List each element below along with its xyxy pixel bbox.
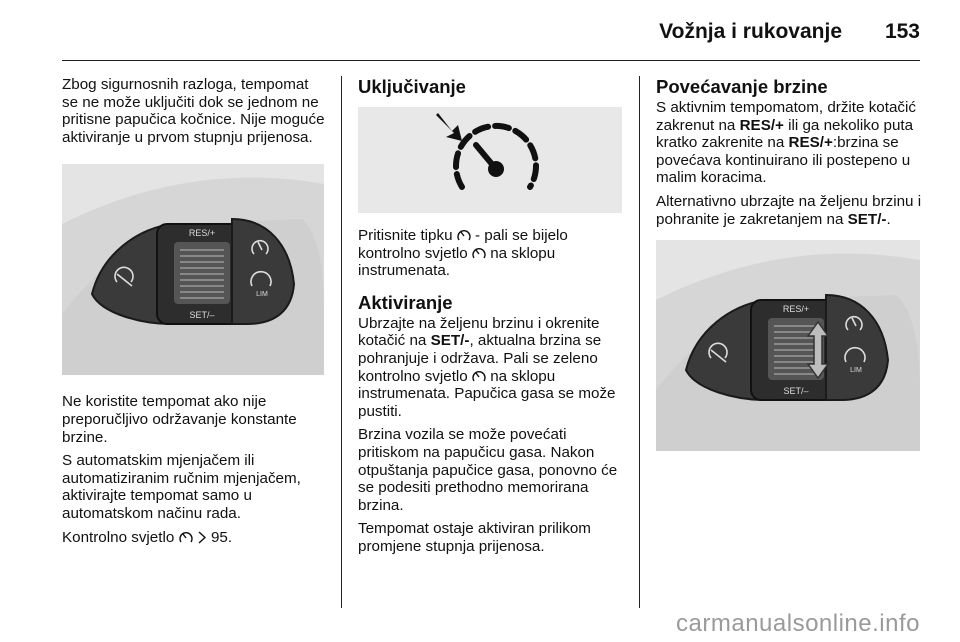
cruise-control-button-icon	[457, 229, 471, 242]
section-heading: Uključivanje	[358, 76, 466, 97]
paragraph: Tempomat ostaje aktiviran prilikom promjene stupnja prijenosa.	[358, 520, 591, 555]
section-heading: Aktiviranje	[358, 291, 453, 313]
cruise-control-light-icon	[472, 247, 486, 260]
cruise-control-light-icon	[472, 370, 486, 383]
paragraph: S aktivnim tempomatom, držite kotačić zakrenut na RES/+ ili ga nekoliko puta kratko zakrenite na RES/+:brzina se povećava kontinuirano ili postepeno u malim koracima.	[656, 99, 916, 187]
paragraph: Kontrolno svjetlo 95.	[62, 528, 233, 546]
set-label: SET/–	[783, 386, 809, 397]
cruise-control-light-icon	[179, 531, 193, 544]
cruise-control-symbol-image	[358, 107, 622, 213]
lim-label: LIM	[256, 291, 268, 299]
res-label: RES/+	[188, 228, 216, 239]
res-label: RES/+	[782, 304, 810, 315]
column-1	[62, 76, 328, 552]
paragraph: Ubrzajte na željenu brzinu i okrenite kotačić na SET/-, aktualna brzina se pohranjuje i održava. Pali se zeleno kontrolno svjetlo na sklopu instrumenata. Papučica gasa se može pustiti.	[358, 314, 616, 420]
column-divider	[341, 76, 342, 608]
column-3	[656, 76, 922, 451]
paragraph: Brzina vozila se može povećati pritiskom na papučicu gasa. Nakon otpuštanja papučice gasa, ponovno će se podesiti prethodno memorirana brzina.	[358, 426, 618, 514]
page-reference-arrow-icon	[197, 531, 207, 544]
paragraph: S automatskim mjenjačem ili automatiziranim ručnim mjenjačem, aktivirajte tempomat samo u automatskom načinu rada.	[62, 452, 301, 522]
paragraph: Ne koristite tempomat ako nije preporučljivo održavanje konstante brzine.	[62, 393, 297, 446]
paragraph: Zbog sigurnosnih razloga, tempomat se ne može uključiti dok se jednom ne pritisne papučica kočnice. Nije moguće aktiviranje u prvom stupnju prijenosa.	[62, 76, 325, 146]
paragraph: Pritisnite tipku - pali se bijelo kontrolno svjetlo na sklopu instrumenata.	[358, 227, 568, 280]
page-title: Vožnja i rukovanje	[659, 20, 842, 43]
page-number: 153	[884, 20, 920, 43]
steering-wheel-thumbwheel-image	[656, 240, 920, 451]
paragraph: Alternativno ubrzajte na željenu brzinu i pohranite je zakretanjem na SET/-.	[656, 192, 922, 228]
steering-wheel-controls-image	[62, 164, 324, 375]
column-2	[358, 76, 624, 562]
watermark: carmanualsonline.info	[676, 610, 920, 637]
section-heading: Povećavanje brzine	[656, 76, 828, 97]
set-label: SET/–	[189, 310, 215, 321]
page-header	[0, 0, 960, 62]
lim-label: LIM	[850, 367, 862, 375]
column-divider	[639, 76, 640, 608]
header-rule	[62, 60, 920, 61]
